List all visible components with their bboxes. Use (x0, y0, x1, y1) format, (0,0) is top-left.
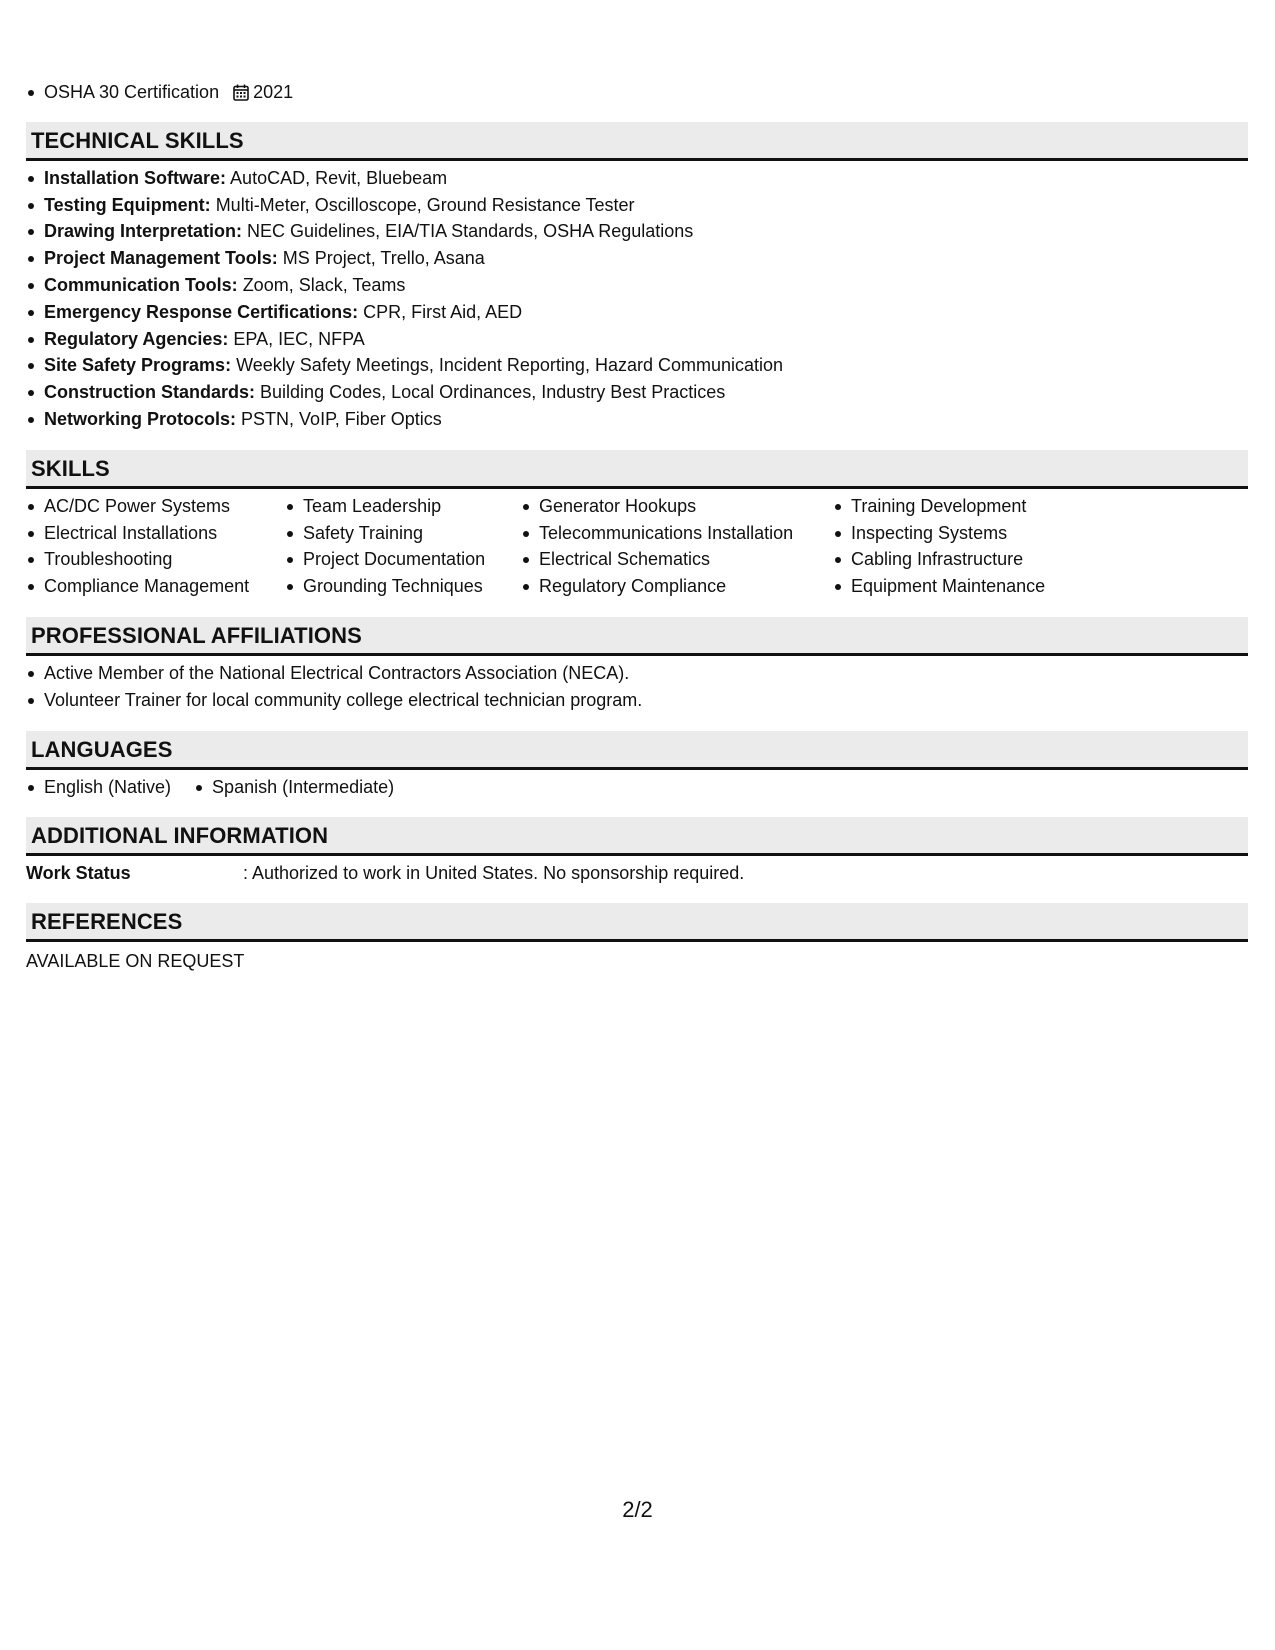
list-item: Volunteer Trainer for local community college electrical technician program. (26, 687, 1248, 714)
languages-heading: LANGUAGES (26, 731, 1248, 770)
list-item: Equipment Maintenance (833, 573, 1093, 600)
certification-item (26, 79, 1248, 106)
skill-label: Construction Standards: (44, 382, 256, 403)
language-item: Spanish (Intermediate) (194, 774, 394, 801)
page-number: 2/2 (622, 1497, 653, 1522)
skill-value: PSTN, VoIP, Fiber Optics (241, 408, 442, 429)
list-item (26, 245, 1248, 272)
list-item (26, 379, 1248, 406)
skills-grid (26, 493, 1248, 600)
skills-column (26, 493, 263, 600)
references-heading: REFERENCES (26, 903, 1248, 942)
work-status-value: : Authorized to work in United States. No sponsorship required. (243, 863, 745, 884)
list-item: Troubleshooting (26, 546, 263, 573)
work-status-row (26, 860, 1248, 886)
skills-column (833, 493, 1093, 600)
list-item (26, 299, 1248, 326)
list-item: Active Member of the National Electrical Contractors Association (NECA). (26, 660, 1248, 687)
skills-heading: SKILLS (26, 450, 1248, 489)
skill-label: Testing Equipment: (44, 194, 211, 215)
skill-value: NEC Guidelines, EIA/TIA Standards, OSHA Regulations (247, 221, 694, 242)
list-item: Training Development (833, 493, 1093, 520)
skill-label: Project Management Tools: (44, 248, 278, 269)
list-item: Team Leadership (285, 493, 499, 520)
list-item: Safety Training (285, 520, 499, 547)
list-item (26, 218, 1248, 245)
calendar-icon (233, 84, 249, 101)
certification-list (26, 79, 1248, 106)
list-item: Telecommunications Installation (521, 520, 811, 547)
list-item: AC/DC Power Systems (26, 493, 263, 520)
skill-label: Communication Tools: (44, 274, 238, 295)
list-item: Generator Hookups (521, 493, 811, 520)
list-item: Project Documentation (285, 546, 499, 573)
certification-year: 2021 (253, 82, 294, 102)
skill-label: Emergency Response Certifications: (44, 301, 359, 322)
skill-label: Networking Protocols: (44, 408, 237, 429)
list-item (26, 192, 1248, 219)
list-item (26, 326, 1248, 353)
certification-name: OSHA 30 Certification (44, 82, 220, 102)
list-item: Electrical Schematics (521, 546, 811, 573)
technical-skills-heading: TECHNICAL SKILLS (26, 122, 1248, 161)
skills-column (285, 493, 499, 600)
list-item (26, 165, 1248, 192)
skill-value: Zoom, Slack, Teams (242, 274, 406, 295)
affiliations-list (26, 660, 1248, 714)
skills-column (521, 493, 811, 600)
skill-value: EPA, IEC, NFPA (233, 328, 365, 349)
skill-label: Drawing Interpretation: (44, 221, 243, 242)
list-item (26, 406, 1248, 433)
additional-info-heading: ADDITIONAL INFORMATION (26, 817, 1248, 856)
list-item: Grounding Techniques (285, 573, 499, 600)
list-item (26, 272, 1248, 299)
references-text: AVAILABLE ON REQUEST (26, 951, 245, 972)
skill-value: Weekly Safety Meetings, Incident Reporting, Hazard Communication (236, 355, 784, 376)
list-item: Electrical Installations (26, 520, 263, 547)
list-item: Inspecting Systems (833, 520, 1093, 547)
list-item: Cabling Infrastructure (833, 546, 1093, 573)
language-item: English (Native) (26, 774, 171, 801)
list-item: Compliance Management (26, 573, 263, 600)
skill-value: Building Codes, Local Ordinances, Industry Best Practices (260, 382, 726, 403)
skill-value: CPR, First Aid, AED (363, 301, 523, 322)
resume-page (26, 0, 1248, 974)
skill-label: Installation Software: (44, 167, 227, 188)
languages-list (26, 774, 1248, 801)
skill-label: Regulatory Agencies: (44, 328, 229, 349)
affiliations-heading: PROFESSIONAL AFFILIATIONS (26, 617, 1248, 656)
skill-label: Site Safety Programs: (44, 355, 232, 376)
skill-value: Multi-Meter, Oscilloscope, Ground Resistance Tester (215, 194, 635, 215)
technical-skills-list (26, 165, 1248, 433)
list-item (26, 352, 1248, 379)
work-status-label: Work Status (26, 863, 131, 884)
skill-value: AutoCAD, Revit, Bluebeam (230, 167, 448, 188)
list-item: Regulatory Compliance (521, 573, 811, 600)
skill-value: MS Project, Trello, Asana (282, 248, 485, 269)
